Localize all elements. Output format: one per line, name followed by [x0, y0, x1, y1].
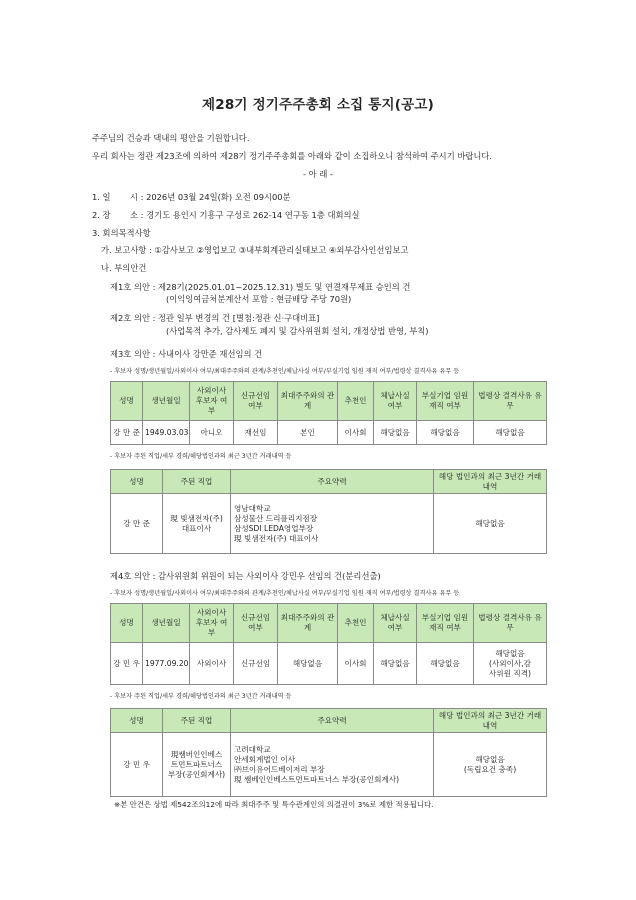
item-date-num: 1. 일 — [92, 192, 111, 202]
intro-text: 우리 회사는 정관 제23조에 의하여 제28기 정기주주총회를 아래와 같이 소집하오니 참석하여 주시기 바랍니다. — [92, 151, 493, 161]
cand2-relation: 해당없음 — [278, 643, 338, 685]
candidate-table-2 — [110, 603, 547, 685]
career2-deals — [434, 733, 547, 797]
header-tax: 체납사실 여부 — [374, 382, 417, 421]
career2-job-line: 트먼트파트너스 — [170, 759, 223, 769]
candidate-note-1: - 후보자 성명/생년월일/사외이사 여부/최대주주와의 관계/추천인/체납사실 여부/부실기업 임원 재직 여부/법령상 결격사유 유무 등 — [110, 368, 460, 375]
career2-deals-line: 해당없음 — [475, 754, 505, 764]
career2-deals-line: (독립요건 충족) — [463, 764, 517, 774]
item-date-text: 시 : 2026년 03월 24일(화) 오전 09시00분 — [130, 192, 291, 202]
career-header-deals: 해당 법인과의 최근 3년간 거래내역 — [434, 709, 547, 733]
header-birth: 생년월일 — [143, 382, 190, 421]
candidate-table-1 — [110, 381, 547, 445]
career-table-2 — [110, 708, 547, 797]
page-title: 제28기 정기주주총회 소집 통지(공고) — [202, 97, 434, 113]
greeting-text: 주주님의 건승과 댁내의 평안을 기원합니다. — [92, 133, 250, 143]
footnote: ※본 안건은 상법 제542조의12에 따라 최대주주 및 특수관계인의 의결권이 3%로 제한 적용됩니다. — [114, 800, 434, 809]
cand2-new: 신규선임 — [234, 643, 278, 685]
report-items: 가. 보고사항 : ①감사보고 ②영업보고 ③내부회계관리실태보고 ④외부감사인선임보고 — [101, 245, 409, 255]
cand2-disq-line: (사외이사,감 — [488, 658, 532, 668]
career1-history-line: 영남대학교 — [234, 503, 271, 513]
career2-history-line: 고려대학교 — [234, 744, 271, 754]
career-note-1: - 후보자 주된 직업/세부 경력/해당법인과의 최근 3년간 거래내역 등 — [110, 453, 292, 460]
header-birth: 생년월일 — [143, 604, 190, 643]
header-insolvent: 부실기업 임원 재직 여부 — [417, 382, 474, 421]
agenda-2: 제2호 의안 : 정관 일부 변경의 건 [별첨:정관 신·구대비표] — [110, 313, 320, 323]
career2-job-line: 現쌤버인인베스 — [170, 749, 223, 759]
item-place-num: 2. 장 — [92, 210, 111, 220]
notice-divider: - 아 래 - — [303, 169, 333, 179]
agenda-3: 제3호 의안 : 사내이사 강만준 재선임의 건 — [110, 349, 263, 359]
cand1-disqualification: 해당없음 — [474, 421, 547, 445]
item-purpose-heading: 3. 회의목적사항 — [92, 228, 151, 238]
career1-name: 강 만 준 — [111, 494, 163, 554]
agenda-4: 제4호 의안 : 감사위원회 위원이 되는 사외이사 강민우 선임의 건(분리선출) — [110, 571, 381, 581]
cand2-disq-line: 사위원 직격) — [488, 668, 532, 678]
cand1-outside: 아니오 — [190, 421, 234, 445]
career-table-1 — [110, 469, 547, 554]
agenda-1: 제1호 의안 : 제28기(2025.01.01~2025.12.31) 별도 및 연결재무제표 승인의 건 — [110, 282, 411, 292]
career2-history-line: 現 쌤베인인베스트먼트파트너스 부장(공인회계사) — [234, 774, 400, 784]
career-header-name: 성명 — [111, 470, 163, 494]
header-recommender: 추천인 — [338, 604, 374, 643]
cand2-birth: 1977.09.20 — [143, 643, 190, 685]
header-tax: 체납사실 여부 — [374, 604, 417, 643]
header-recommender: 추천인 — [338, 382, 374, 421]
cand1-tax: 해당없음 — [374, 421, 417, 445]
cand2-tax: 해당없음 — [374, 643, 417, 685]
agenda-2-sub: (사업목적 추가, 감사제도 폐지 및 감사위원회 설치, 개정상법 반영, 부칙) — [166, 326, 429, 336]
cand2-insolvent: 해당없음 — [417, 643, 474, 685]
header-disqualification: 법령상 결격사유 유무 — [474, 382, 547, 421]
cand1-relation: 본인 — [278, 421, 338, 445]
candidate-note-2: - 후보자 성명/생년월일/사외이사 여부/최대주주와의 관계/추천인/체납사실 여부/부실기업 임원 재직 여부/법령상 결격사유 유무 등 — [110, 590, 460, 597]
header-relation: 최대주주와의 관계 — [278, 604, 338, 643]
header-outside: 사외이사 후보자 여부 — [190, 604, 234, 643]
career-header-job: 주된 직업 — [163, 709, 231, 733]
career2-job — [163, 733, 231, 797]
cand1-name: 강 만 준 — [111, 421, 143, 445]
cand2-disqualification — [474, 643, 547, 685]
career1-history-line: 삼성물산 드리플리지점장 — [234, 513, 318, 523]
career1-history-line: 삼성SDI LEDA영업부장 — [234, 523, 314, 533]
career1-job-line: 現 빛샘전자(주) — [170, 513, 223, 523]
agenda-1-sub: (이익잉여금처분계산서 포함 : 현금배당 주당 70원) — [166, 294, 352, 304]
cand2-name: 강 민 우 — [111, 643, 143, 685]
cand1-new: 재선임 — [234, 421, 278, 445]
header-relation: 최대주주와의 관계 — [278, 382, 338, 421]
career1-job — [163, 494, 231, 554]
career-header-history: 주요약력 — [231, 470, 434, 494]
career2-history-line: 안세회계법인 이사 — [234, 754, 296, 764]
career1-deals: 해당없음 — [434, 494, 547, 554]
header-insolvent: 부실기업 임원 재직 여부 — [417, 604, 474, 643]
cand1-insolvent: 해당없음 — [417, 421, 474, 445]
cand1-recommender: 이사회 — [338, 421, 374, 445]
career1-history-line: 現 빛샘전자(주) 대표이사 — [234, 533, 319, 543]
career-header-job: 주된 직업 — [163, 470, 231, 494]
cand1-birth: 1949.03.03 — [143, 421, 190, 445]
agenda-heading: 나. 부의안건 — [101, 263, 147, 273]
career1-job-line: 대표이사 — [181, 523, 212, 533]
header-outside: 사외이사 후보자 여부 — [190, 382, 234, 421]
header-name: 성명 — [111, 604, 143, 643]
item-place-text: 소 : 경기도 용인시 기흥구 구성로 262-14 연구동 1층 대회의실 — [130, 210, 360, 220]
career-note-2: - 후보자 주된 직업/세부 경력/해당법인과의 최근 3년간 거래내역 등 — [110, 693, 292, 700]
career2-history-line: ㈜브이유어드베이저리 부장 — [234, 764, 325, 774]
career1-history — [231, 494, 434, 554]
cand2-recommender: 이사회 — [338, 643, 374, 685]
cand2-disq-line: 해당없음 — [495, 648, 525, 658]
career-header-history: 주요약력 — [231, 709, 434, 733]
career2-job-line: 부장(공인회계사) — [167, 769, 226, 779]
header-new: 신규선임 여부 — [234, 382, 278, 421]
career-header-name: 성명 — [111, 709, 163, 733]
header-disqualification: 법령상 결격사유 유무 — [474, 604, 547, 643]
career-header-deals: 해당 법인과의 최근 3년간 거래내역 — [434, 470, 547, 494]
career2-name: 강 민 우 — [111, 733, 163, 797]
header-new: 신규선임 여부 — [234, 604, 278, 643]
header-name: 성명 — [111, 382, 143, 421]
career2-history — [231, 733, 434, 797]
cand2-outside: 사외이사 — [190, 643, 234, 685]
